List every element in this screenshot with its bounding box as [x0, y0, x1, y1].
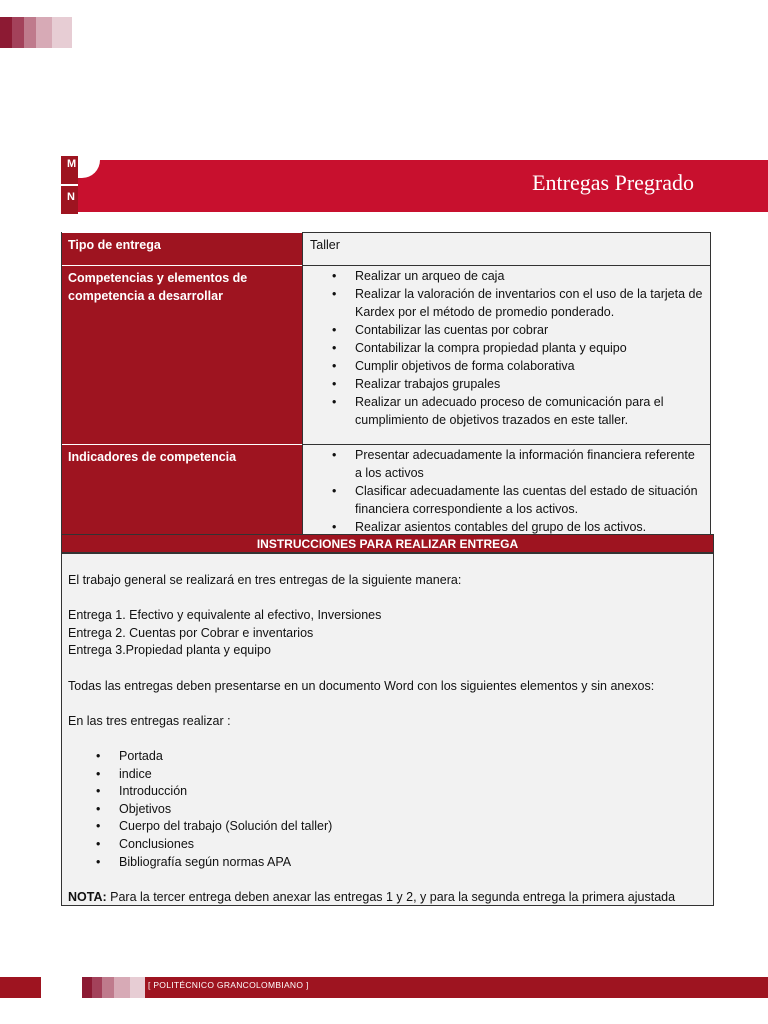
header-side-label: N [61, 186, 78, 214]
list-item: • Clasificar adecuadamente las cuentas del estado de situación financiera correspondiente a los activos. [355, 482, 703, 518]
decor-square [130, 977, 145, 998]
list-item: • Realizar asientos contables del grupo de los activos. [355, 518, 703, 534]
competencias-list [310, 267, 703, 429]
header-side-label: M [61, 156, 78, 184]
page-title: Entregas Pregrado [532, 170, 694, 195]
list-item: • Conclusiones [119, 836, 707, 854]
list-item: • Cuerpo del trabajo (Solución del taller) [119, 818, 707, 836]
indicadores-cell [302, 444, 710, 534]
decor-square [102, 977, 114, 998]
decor-square [82, 977, 92, 998]
competencias-label: Competencias y elementos de competencia a desarrollar [62, 265, 302, 444]
footer-institution: [ POLITÉCNICO GRANCOLOMBIANO ] [148, 980, 309, 990]
banner-notch [78, 160, 100, 178]
header-banner [78, 160, 768, 212]
nota-paragraph [68, 889, 707, 906]
table-row [61, 444, 711, 534]
competencias-cell [302, 265, 710, 444]
instructions-body [61, 553, 714, 906]
nota-label: NOTA: [68, 889, 107, 904]
list-item: • Cumplir objetivos de forma colaborativa [355, 357, 703, 375]
table-row [61, 232, 711, 265]
list-item: • Objetivos [119, 801, 707, 819]
entrega-line: Entrega 1. Efectivo y equivalente al efectivo, Inversiones [68, 608, 382, 623]
list-item: • Presentar adecuadamente la información financiera referente a los activos [355, 446, 703, 482]
entrega-line: Entrega 2. Cuentas por Cobrar e inventarios [68, 625, 314, 640]
nota-text: Para la tercer entrega deben anexar las entregas 1 y 2, y para la segunda entrega la primera ajustada [106, 889, 676, 904]
elementos-list [68, 748, 707, 871]
list-item: • Realizar un adecuado proceso de comunicación para el cumplimiento de objetivos trazados en este taller. [355, 393, 703, 429]
list-item: • Realizar la valoración de inventarios con el uso de la tarjeta de Kardex por el método de promedio ponderado. [355, 285, 703, 321]
list-item: • Contabilizar la compra propiedad planta y equipo [355, 339, 703, 357]
list-item: • indice [119, 766, 707, 784]
list-item: • Contabilizar las cuentas por cobrar [355, 321, 703, 339]
list-item: • Realizar un arqueo de caja [355, 267, 703, 285]
decor-square [92, 977, 102, 998]
realizar-text: En las tres entregas realizar : [68, 713, 231, 728]
table-row [61, 265, 711, 444]
decor-square [36, 17, 52, 48]
list-item: • Introducción [119, 783, 707, 801]
delivery-table [61, 232, 711, 534]
formato-text: Todas las entregas deben presentarse en un documento Word con los siguientes elementos y sin anexos: [68, 678, 655, 693]
instructions-header: INSTRUCCIONES PARA REALIZAR ENTREGA [61, 534, 714, 553]
decor-square [52, 17, 72, 48]
entrega-line: Entrega 3.Propiedad planta y equipo [68, 643, 271, 658]
decor-square [0, 17, 12, 48]
list-item: • Bibliografía según normas APA [119, 854, 707, 872]
footer-block [0, 977, 41, 998]
tipo-label: Tipo de entrega [62, 232, 302, 265]
indicadores-label: Indicadores de competencia [62, 444, 302, 534]
decor-square [12, 17, 24, 48]
tipo-value: Taller [302, 232, 710, 265]
decor-square [24, 17, 36, 48]
instructions-intro: El trabajo general se realizará en tres entregas de la siguiente manera: [68, 573, 462, 587]
list-item: • Realizar trabajos grupales [355, 375, 703, 393]
indicadores-list [310, 446, 703, 534]
decor-square [114, 977, 130, 998]
list-item: • Portada [119, 748, 707, 766]
